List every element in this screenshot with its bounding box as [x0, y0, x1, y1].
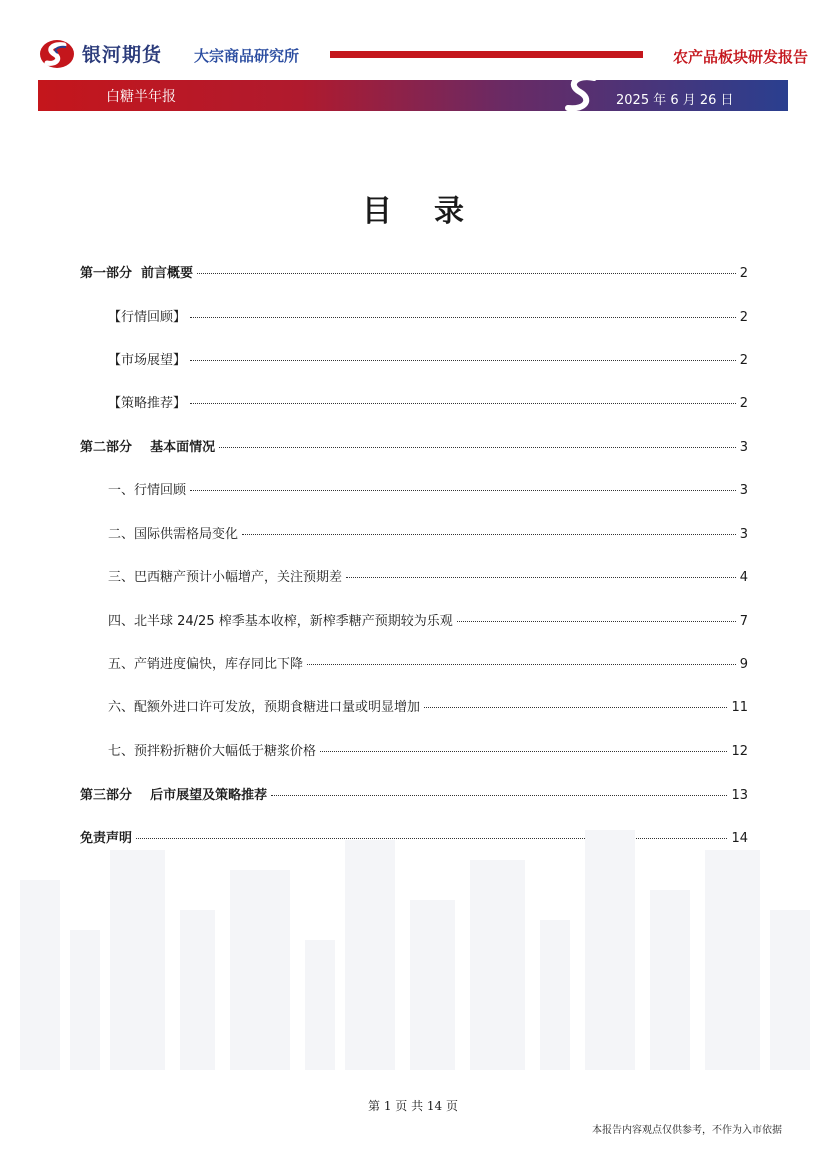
toc-leader-dots	[271, 795, 727, 796]
toc-entry[interactable]	[108, 610, 748, 629]
toc-entry-text: 第三部分 后市展望及策略推荐	[80, 788, 268, 803]
toc-leader-dots	[190, 403, 736, 404]
toc-entry-text: 三、巴西糖产预计小幅增产，关注预期差	[108, 570, 343, 585]
toc-entry[interactable]	[108, 740, 748, 759]
galaxy-logo-icon	[38, 38, 76, 70]
toc-leader-dots	[457, 621, 736, 622]
toc-entry-page: 3	[739, 527, 748, 542]
toc-leader-dots	[346, 577, 736, 578]
toc-leader-dots	[197, 273, 736, 274]
toc-entry-text: 【市场展望】	[108, 353, 187, 368]
toc-entry-page: 11	[731, 700, 748, 715]
toc-entry[interactable]	[108, 566, 748, 585]
toc-leader-dots	[136, 838, 727, 839]
toc-entry-text: 一、行情回顾	[108, 483, 187, 498]
report-series: 白糖半年报	[106, 89, 176, 105]
toc-entry-page: 13	[731, 788, 748, 803]
toc-entry[interactable]	[80, 262, 748, 281]
toc-leader-dots	[190, 360, 736, 361]
toc-entry-page: 2	[739, 310, 748, 325]
toc-entry[interactable]	[80, 436, 748, 455]
toc-leader-dots	[424, 707, 727, 708]
toc-entry-page: 3	[739, 483, 748, 498]
toc-entry[interactable]	[80, 827, 748, 846]
page-number: 第 1 页 共 14 页	[368, 1099, 458, 1113]
toc-entry-page: 2	[739, 266, 748, 281]
toc-entry-page: 14	[731, 831, 748, 846]
toc-leader-dots	[320, 751, 727, 752]
toc-entry[interactable]	[108, 306, 748, 325]
toc-entry-text: 六、配额外进口许可发放，预期食糖进口量或明显增加	[108, 700, 421, 715]
toc-entry-text: 五、产销进度偏快，库存同比下降	[108, 657, 304, 672]
toc-entry-page: 2	[739, 353, 748, 368]
report-date: 2025 年 6 月 26 日	[616, 93, 734, 108]
toc-leader-dots	[190, 317, 736, 318]
toc-entry-text: 七、预拌粉折糖价大幅低于糖浆价格	[108, 744, 317, 759]
toc-leader-dots	[307, 664, 736, 665]
toc-entry[interactable]	[108, 653, 748, 672]
toc-entry-text: 【策略推荐】	[108, 396, 187, 411]
toc-entry-text: 四、北半球 24/25 榨季基本收榨，新榨季糖产预期较为乐观	[108, 614, 453, 629]
toc-entry-page: 3	[739, 440, 748, 455]
toc-entry-page: 9	[739, 657, 748, 672]
toc-entry-page: 7	[739, 614, 748, 629]
toc-leader-dots	[242, 534, 736, 535]
banner-s-swoosh-icon	[560, 72, 604, 114]
toc-entry[interactable]	[108, 479, 748, 498]
report-type: 农产品板块研发报告	[672, 48, 808, 66]
toc-entry-page: 2	[739, 396, 748, 411]
toc-entry[interactable]	[108, 349, 748, 368]
department-name: 大宗商品研究所	[194, 47, 300, 65]
toc-leader-dots	[190, 490, 736, 491]
page-title: 目录	[362, 194, 506, 229]
footer-disclaimer: 本报告内容观点仅供参考，不作为入市依据	[592, 1125, 782, 1136]
toc-entry[interactable]	[80, 784, 748, 803]
brand-name: 银河期货	[82, 44, 163, 66]
toc-leader-dots	[219, 447, 736, 448]
toc-entry[interactable]	[108, 523, 748, 542]
toc-entry-page: 4	[739, 570, 748, 585]
toc-entry[interactable]	[108, 696, 748, 715]
toc-entry-text: 第二部分 基本面情况	[80, 440, 216, 455]
header-red-rule	[330, 51, 643, 58]
toc-entry-text: 【行情回顾】	[108, 310, 187, 325]
toc-entry-text: 免责声明	[80, 831, 133, 846]
toc-entry-text: 二、国际供需格局变化	[108, 527, 239, 542]
toc-entry-page: 12	[731, 744, 748, 759]
skyline-watermark	[0, 820, 826, 1070]
toc-entry[interactable]	[108, 392, 748, 411]
toc-entry-text: 第一部分 前言概要	[80, 266, 194, 281]
